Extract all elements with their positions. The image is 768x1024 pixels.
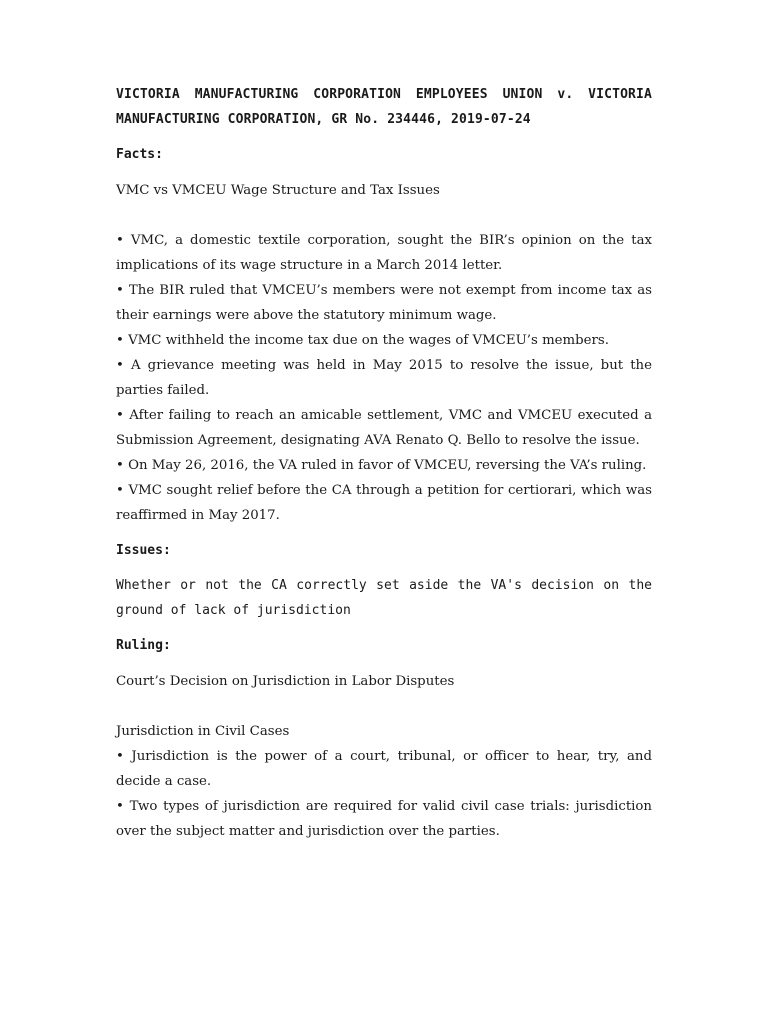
facts-bullet: • The BIR ruled that VMCEU’s members were not exempt from income tax as their earnings were above the statutory minimum wage. xyxy=(116,283,652,323)
ruling-heading: Ruling: xyxy=(116,638,171,653)
facts-bullet: • After failing to reach an amicable settlement, VMC and VMCEU executed a Submission Agreement, designating AVA Renato Q. Bello to resolve the issue. xyxy=(116,408,652,448)
facts-heading: Facts: xyxy=(116,147,163,162)
ruling-subtitle: Court’s Decision on Jurisdiction in Labor Disputes xyxy=(116,674,455,689)
facts-bullet: • VMC, a domestic textile corporation, sought the BIR’s opinion on the tax implications of its wage structure in a March 2014 letter. xyxy=(116,233,652,273)
ruling-section-title: Jurisdiction in Civil Cases xyxy=(116,724,290,739)
case-title: VICTORIA MANUFACTURING CORPORATION EMPLOYEES UNION v. VICTORIA MANUFACTURING CORPORATION, GR No. 234446, 2019-07-24 xyxy=(116,87,652,127)
document-page xyxy=(116,83,652,855)
facts-bullet: • VMC sought relief before the CA through a petition for certiorari, which was reaffirmed in May 2017. xyxy=(116,483,652,523)
issues-text: Whether or not the CA correctly set aside the VA's decision on the ground of lack of jurisdiction xyxy=(116,578,652,618)
facts-subtitle: VMC vs VMCEU Wage Structure and Tax Issues xyxy=(116,183,440,198)
ruling-bullet: • Two types of jurisdiction are required for valid civil case trials: jurisdiction over the subject matter and jurisdiction over the parties. xyxy=(116,799,652,839)
facts-bullet: • On May 26, 2016, the VA ruled in favor of VMCEU, reversing the VA’s ruling. xyxy=(116,458,647,473)
issues-heading: Issues: xyxy=(116,543,171,558)
facts-bullet: • A grievance meeting was held in May 2015 to resolve the issue, but the parties failed. xyxy=(116,358,652,398)
facts-list xyxy=(116,228,652,528)
ruling-bullet: • Jurisdiction is the power of a court, tribunal, or officer to hear, try, and decide a case. xyxy=(116,749,652,789)
facts-bullet: • VMC withheld the income tax due on the wages of VMCEU’s members. xyxy=(116,333,609,348)
ruling-list xyxy=(116,744,652,844)
